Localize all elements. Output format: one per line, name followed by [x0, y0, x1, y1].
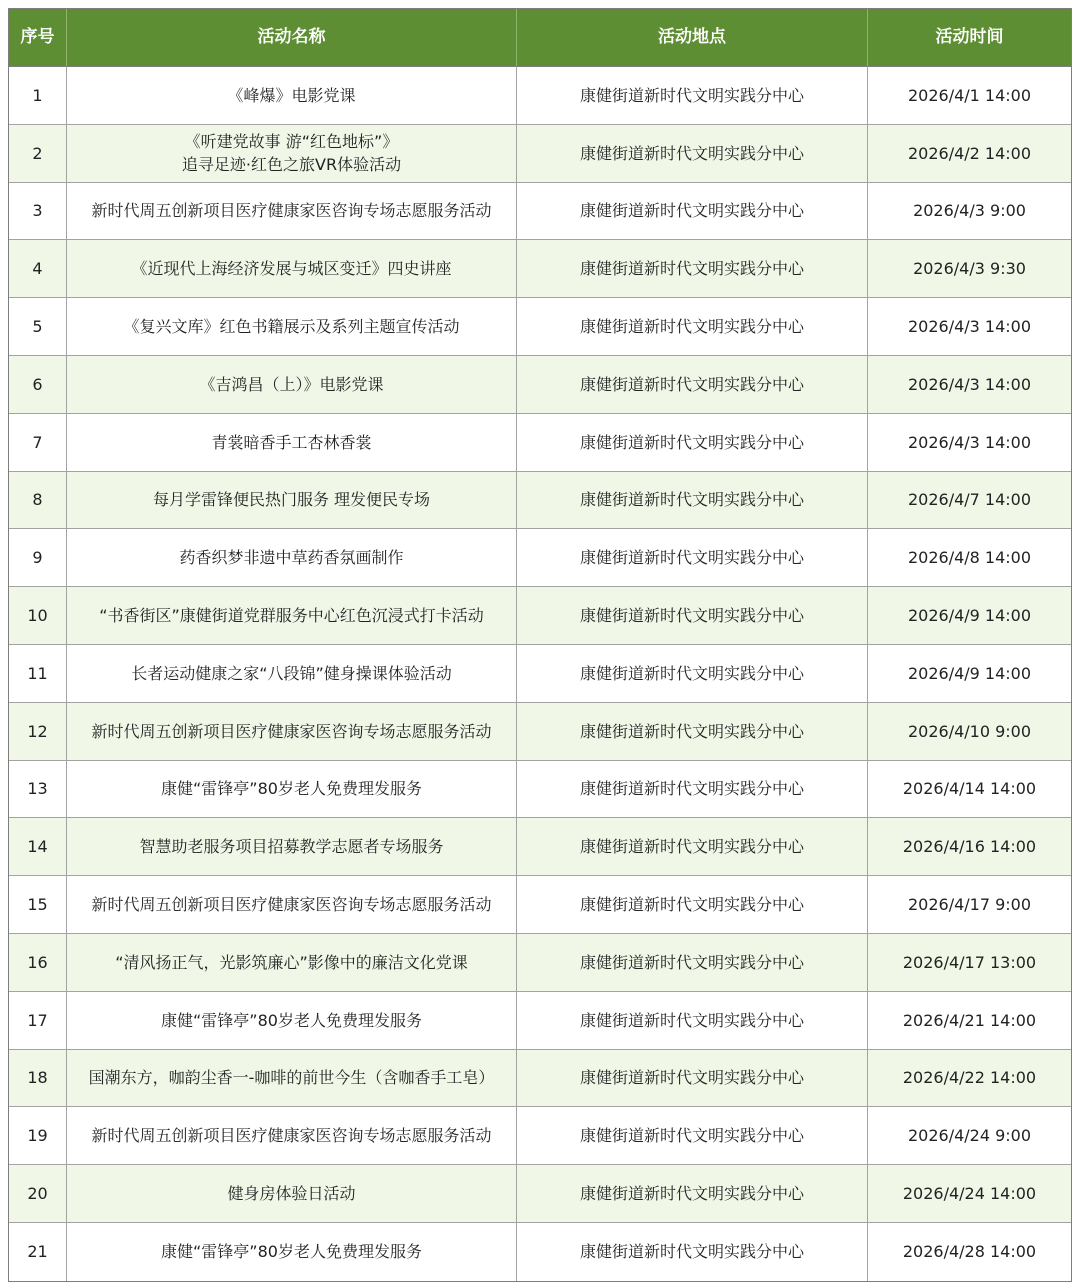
cell-activity-location: 康健街道新时代文明实践分中心 — [517, 356, 868, 414]
cell-activity-name: “清风扬正气，光影筑廉心”影像中的廉洁文化党课 — [67, 934, 517, 992]
cell-number: 21 — [9, 1223, 67, 1281]
cell-activity-name: 新时代周五创新项目医疗健康家医咨询专场志愿服务活动 — [67, 1107, 517, 1165]
activity-schedule-table — [8, 8, 1072, 1282]
cell-activity-location: 康健街道新时代文明实践分中心 — [517, 472, 868, 530]
header-activity-time: 活动时间 — [868, 9, 1071, 67]
cell-number: 12 — [9, 703, 67, 761]
cell-activity-time: 2026/4/3 14:00 — [868, 356, 1071, 414]
header-activity-name: 活动名称 — [67, 9, 517, 67]
cell-activity-name: 药香织梦非遗中草药香氛画制作 — [67, 529, 517, 587]
cell-activity-location: 康健街道新时代文明实践分中心 — [517, 183, 868, 241]
cell-activity-location: 康健街道新时代文明实践分中心 — [517, 761, 868, 819]
cell-activity-time: 2026/4/14 14:00 — [868, 761, 1071, 819]
cell-activity-name: 智慧助老服务项目招募教学志愿者专场服务 — [67, 818, 517, 876]
cell-activity-time: 2026/4/1 14:00 — [868, 67, 1071, 125]
cell-activity-name: 《听建党故事 游“红色地标”》 追寻足迹·红色之旅VR体验活动 — [67, 125, 517, 183]
cell-number: 16 — [9, 934, 67, 992]
cell-activity-time: 2026/4/24 14:00 — [868, 1165, 1071, 1223]
cell-activity-location: 康健街道新时代文明实践分中心 — [517, 1165, 868, 1223]
cell-activity-location: 康健街道新时代文明实践分中心 — [517, 1107, 868, 1165]
cell-activity-name: 《复兴文库》红色书籍展示及系列主题宣传活动 — [67, 298, 517, 356]
cell-activity-time: 2026/4/17 13:00 — [868, 934, 1071, 992]
cell-activity-time: 2026/4/3 9:00 — [868, 183, 1071, 241]
cell-number: 2 — [9, 125, 67, 183]
cell-number: 20 — [9, 1165, 67, 1223]
cell-activity-location: 康健街道新时代文明实践分中心 — [517, 125, 868, 183]
cell-activity-time: 2026/4/10 9:00 — [868, 703, 1071, 761]
cell-activity-time: 2026/4/9 14:00 — [868, 645, 1071, 703]
cell-activity-name: 《近现代上海经济发展与城区变迁》四史讲座 — [67, 240, 517, 298]
cell-activity-time: 2026/4/3 14:00 — [868, 414, 1071, 472]
cell-activity-name: 青裳暗香手工杏林香裳 — [67, 414, 517, 472]
cell-activity-name: 康健“雷锋亭”80岁老人免费理发服务 — [67, 1223, 517, 1281]
cell-number: 14 — [9, 818, 67, 876]
cell-activity-name: “书香街区”康健街道党群服务中心红色沉浸式打卡活动 — [67, 587, 517, 645]
cell-activity-location: 康健街道新时代文明实践分中心 — [517, 645, 868, 703]
cell-activity-location: 康健街道新时代文明实践分中心 — [517, 414, 868, 472]
cell-activity-location: 康健街道新时代文明实践分中心 — [517, 529, 868, 587]
cell-activity-name: 《峰爆》电影党课 — [67, 67, 517, 125]
cell-activity-name: 新时代周五创新项目医疗健康家医咨询专场志愿服务活动 — [67, 183, 517, 241]
cell-activity-time: 2026/4/17 9:00 — [868, 876, 1071, 934]
cell-activity-name: 健身房体验日活动 — [67, 1165, 517, 1223]
cell-number: 6 — [9, 356, 67, 414]
cell-activity-name: 新时代周五创新项目医疗健康家医咨询专场志愿服务活动 — [67, 876, 517, 934]
cell-activity-time: 2026/4/3 14:00 — [868, 298, 1071, 356]
header-number: 序号 — [9, 9, 67, 67]
cell-number: 18 — [9, 1050, 67, 1108]
cell-number: 17 — [9, 992, 67, 1050]
cell-number: 3 — [9, 183, 67, 241]
cell-activity-location: 康健街道新时代文明实践分中心 — [517, 818, 868, 876]
cell-activity-time: 2026/4/16 14:00 — [868, 818, 1071, 876]
cell-activity-time: 2026/4/22 14:00 — [868, 1050, 1071, 1108]
cell-activity-location: 康健街道新时代文明实践分中心 — [517, 240, 868, 298]
cell-number: 1 — [9, 67, 67, 125]
cell-activity-location: 康健街道新时代文明实践分中心 — [517, 1050, 868, 1108]
cell-number: 9 — [9, 529, 67, 587]
cell-activity-name: 新时代周五创新项目医疗健康家医咨询专场志愿服务活动 — [67, 703, 517, 761]
cell-activity-location: 康健街道新时代文明实践分中心 — [517, 934, 868, 992]
cell-activity-name: 康健“雷锋亭”80岁老人免费理发服务 — [67, 992, 517, 1050]
cell-number: 10 — [9, 587, 67, 645]
cell-activity-name: 每月学雷锋便民热门服务 理发便民专场 — [67, 472, 517, 530]
cell-number: 19 — [9, 1107, 67, 1165]
cell-activity-location: 康健街道新时代文明实践分中心 — [517, 876, 868, 934]
cell-activity-location: 康健街道新时代文明实践分中心 — [517, 67, 868, 125]
cell-number: 4 — [9, 240, 67, 298]
cell-activity-time: 2026/4/7 14:00 — [868, 472, 1071, 530]
cell-activity-name: 《吉鸿昌（上）》电影党课 — [67, 356, 517, 414]
cell-activity-location: 康健街道新时代文明实践分中心 — [517, 1223, 868, 1281]
cell-number: 15 — [9, 876, 67, 934]
cell-activity-time: 2026/4/28 14:00 — [868, 1223, 1071, 1281]
cell-activity-time: 2026/4/3 9:30 — [868, 240, 1071, 298]
cell-number: 8 — [9, 472, 67, 530]
cell-number: 7 — [9, 414, 67, 472]
cell-activity-location: 康健街道新时代文明实践分中心 — [517, 703, 868, 761]
cell-number: 13 — [9, 761, 67, 819]
cell-activity-location: 康健街道新时代文明实践分中心 — [517, 298, 868, 356]
cell-activity-time: 2026/4/8 14:00 — [868, 529, 1071, 587]
cell-activity-name: 长者运动健康之家“八段锦”健身操课体验活动 — [67, 645, 517, 703]
cell-activity-time: 2026/4/21 14:00 — [868, 992, 1071, 1050]
cell-number: 11 — [9, 645, 67, 703]
cell-activity-location: 康健街道新时代文明实践分中心 — [517, 992, 868, 1050]
cell-number: 5 — [9, 298, 67, 356]
cell-activity-location: 康健街道新时代文明实践分中心 — [517, 587, 868, 645]
cell-activity-time: 2026/4/24 9:00 — [868, 1107, 1071, 1165]
cell-activity-time: 2026/4/2 14:00 — [868, 125, 1071, 183]
cell-activity-name: 国潮东方，咖韵尘香一-咖啡的前世今生（含咖香手工皂） — [67, 1050, 517, 1108]
cell-activity-time: 2026/4/9 14:00 — [868, 587, 1071, 645]
header-activity-location: 活动地点 — [517, 9, 868, 67]
cell-activity-name: 康健“雷锋亭”80岁老人免费理发服务 — [67, 761, 517, 819]
